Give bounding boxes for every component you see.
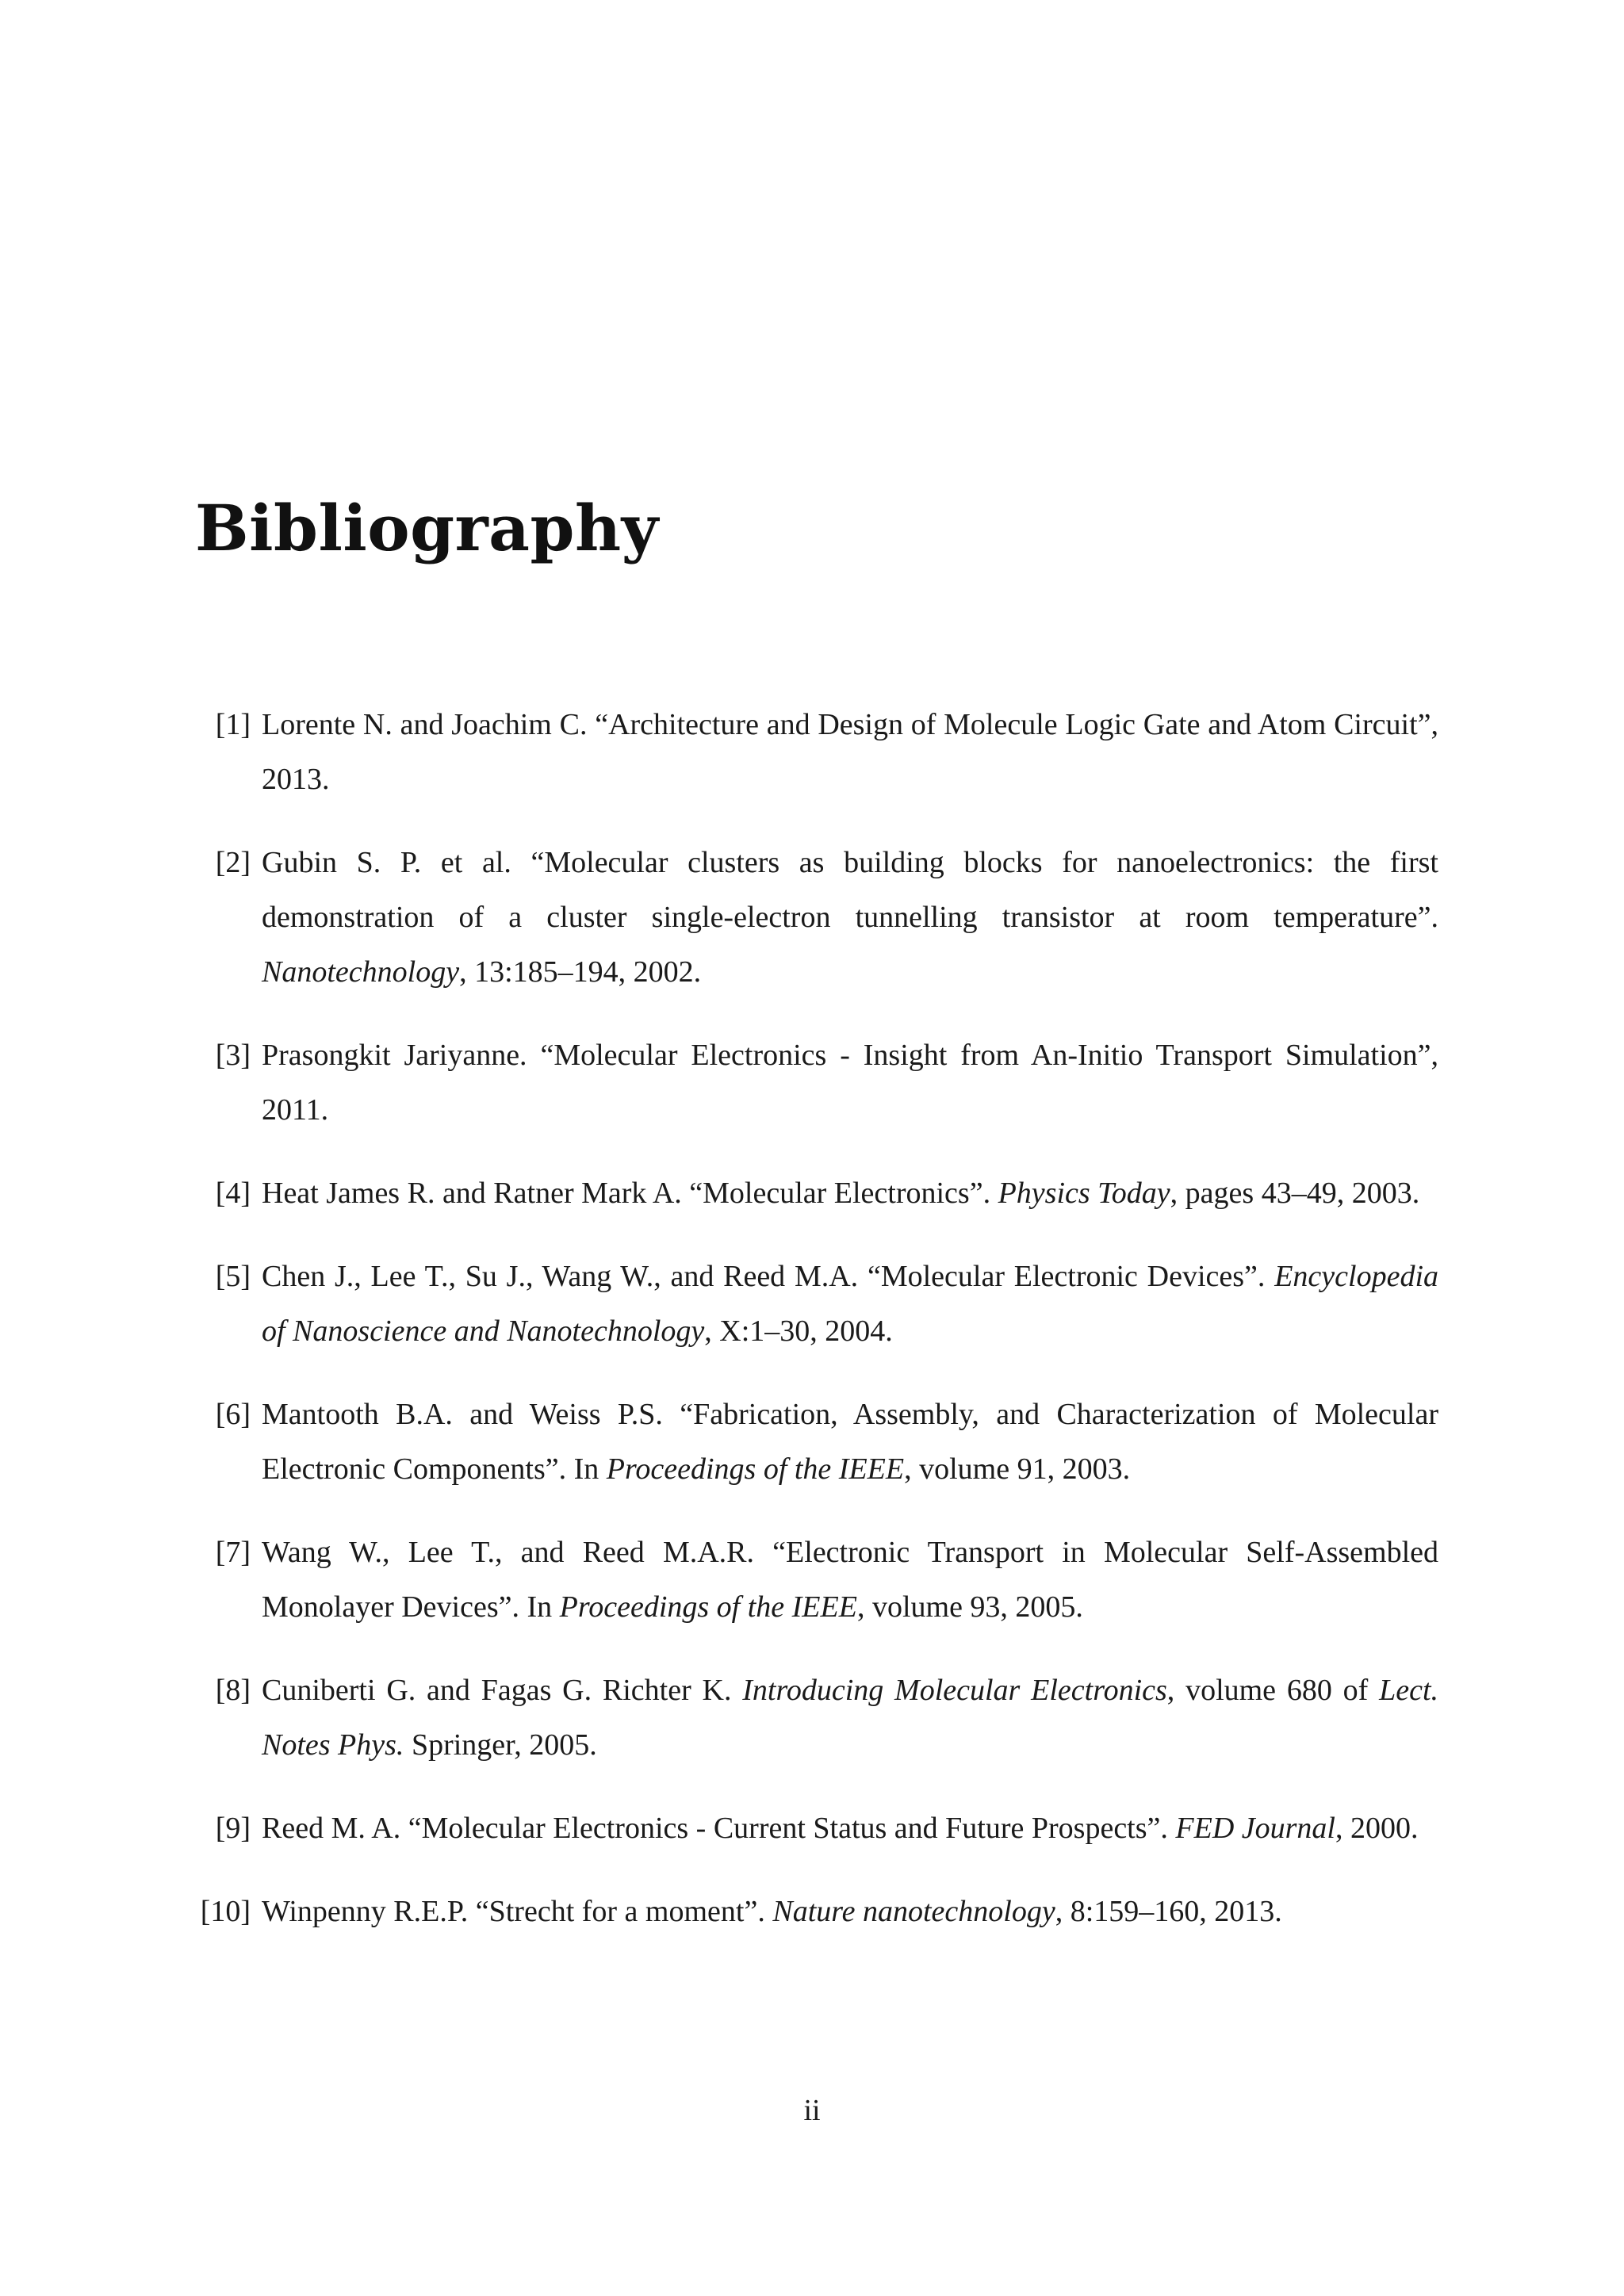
bibliography-entry (195, 836, 1438, 1000)
entry-italic-segment: Encyclopedia of Nanoscience and Nanotechnology (262, 1260, 1438, 1348)
entry-segment: Heat James R. and Ratner Mark A. “Molecular Electronics”. (262, 1177, 998, 1210)
entry-segment: , 8:159–160, 2013. (1055, 1895, 1282, 1928)
entry-number: [8] (215, 1674, 251, 1707)
entry-italic-segment: Lect. Notes Phys. (262, 1674, 1439, 1762)
bibliography-list (195, 698, 1438, 1968)
entry-text (262, 708, 1438, 796)
bibliography-entry (195, 698, 1438, 807)
entry-italic-segment: Physics Today (998, 1177, 1170, 1210)
entry-segment: Cuniberti G. and Fagas G. Richter K. (262, 1674, 743, 1707)
entry-number: [7] (215, 1536, 251, 1569)
entry-segment: Wang W., Lee T., and Reed M.A.R. “Electronic Transport in Molecular Self-Assembled Monolayer Devices”. In (262, 1536, 1438, 1624)
entry-italic-segment: Proceedings of the IEEE (559, 1590, 857, 1624)
entry-italic-segment: Nanotechnology (262, 955, 460, 989)
entry-segment: , pages 43–49, 2003. (1170, 1177, 1420, 1210)
entry-segment: Springer, 2005. (404, 1728, 597, 1762)
bibliography-entry (195, 1525, 1438, 1635)
entry-text (262, 1260, 1438, 1348)
entry-number: [6] (215, 1398, 251, 1431)
entry-segment: Chen J., Lee T., Su J., Wang W., and Reed M.A. “Molecular Electronic Devices”. (262, 1260, 1275, 1293)
entry-segment: , volume 680 of (1166, 1674, 1380, 1707)
entry-text (262, 1177, 1419, 1210)
page-number: ii (803, 2094, 821, 2127)
bibliography-entry (195, 1885, 1438, 1939)
bibliography-entry (195, 1028, 1438, 1138)
entry-segment: Lorente N. and Joachim C. “Architecture and Design of Molecule Logic Gate and Atom Circuit”, 2013. (262, 708, 1438, 796)
entry-text (262, 1895, 1282, 1928)
entry-italic-segment: Proceedings of the IEEE (606, 1452, 905, 1486)
entry-segment: Winpenny R.E.P. “Strecht for a moment”. (262, 1895, 773, 1928)
bibliography-entry (195, 1166, 1438, 1221)
entry-italic-segment: Nature nanotechnology (772, 1895, 1055, 1928)
bibliography-entry (195, 1387, 1438, 1497)
entry-segment: Mantooth B.A. and Weiss P.S. “Fabrication, Assembly, and Characterization of Molecular Electronic Components”. In (262, 1398, 1438, 1486)
entry-number: [9] (215, 1812, 251, 1845)
entry-number: [10] (200, 1895, 251, 1928)
entry-segment: , X:1–30, 2004. (704, 1314, 893, 1348)
entry-segment: Reed M. A. “Molecular Electronics - Current Status and Future Prospects”. (262, 1812, 1176, 1845)
chapter-title: Bibliography (195, 491, 659, 565)
entry-text (262, 1536, 1438, 1624)
entry-segment: , volume 91, 2003. (904, 1452, 1131, 1486)
entry-number: [3] (215, 1039, 251, 1072)
entry-text (262, 1398, 1438, 1486)
entry-text (262, 846, 1438, 989)
bibliography-entry (195, 1663, 1438, 1773)
entry-text (262, 1812, 1418, 1845)
entry-segment: Gubin S. P. et al. “Molecular clusters as building blocks for nanoelectronics: the first demonstration of a cluster single-electron tunnelling transistor at room temperature”. (262, 846, 1438, 934)
entry-segment: , 13:185–194, 2002. (459, 955, 702, 989)
entry-segment: , 2000. (1335, 1812, 1419, 1845)
entry-text (262, 1674, 1438, 1762)
bibliography-entry (195, 1801, 1438, 1856)
entry-number: [2] (215, 846, 251, 879)
entry-italic-segment: Introducing Molecular Electronics (742, 1674, 1167, 1707)
entry-number: [4] (215, 1177, 251, 1210)
bibliography-entry (195, 1249, 1438, 1359)
entry-number: [5] (215, 1260, 251, 1293)
entry-segment: , volume 93, 2005. (856, 1590, 1083, 1624)
entry-number: [1] (215, 708, 251, 741)
entry-italic-segment: FED Journal (1175, 1812, 1335, 1845)
entry-text (262, 1039, 1438, 1127)
entry-segment: Prasongkit Jariyanne. “Molecular Electronics - Insight from An-Initio Transport Simulation”, 2011. (262, 1039, 1438, 1127)
